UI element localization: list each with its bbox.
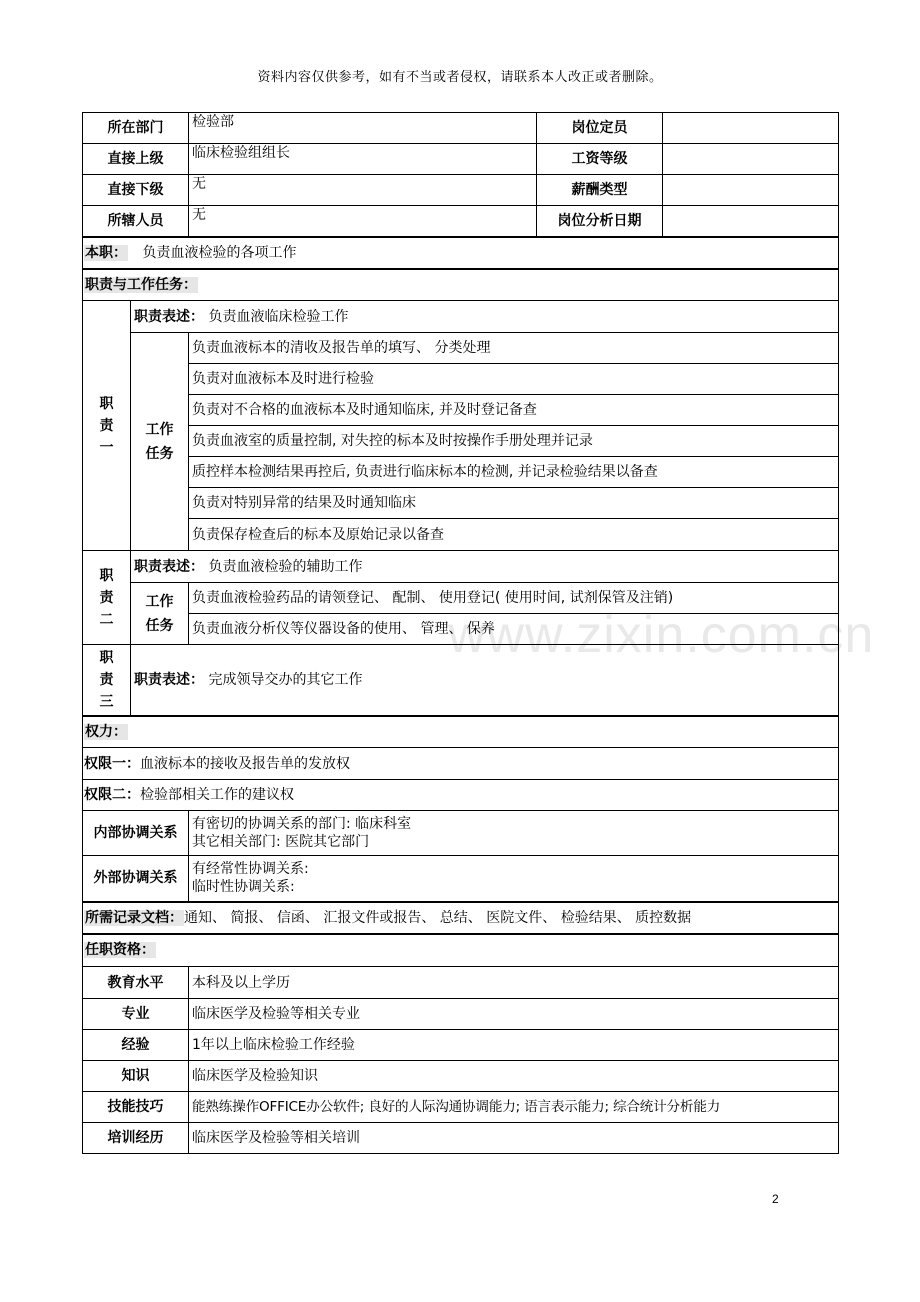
external-line-2: 临时性协调关系: [192,879,295,896]
duty3-desc-label: 职责表述： [134,671,204,688]
task-row [83,333,839,364]
basic-row-1 [83,113,839,144]
page-number: 2 [772,1192,779,1206]
authority-2-value: 检验部相关工作的建议权 [140,787,294,803]
authority-title: 权力： [85,723,127,740]
main-duty-row [83,237,839,269]
duty1-task-7: 负责保存检查后的标本及原始记录以备查 [189,519,839,551]
quota-value [663,113,839,144]
records-value: 通知、 简报、 信函、 汇报文件或报告、 总结、 医院文件、 检验结果、 质控数据 [184,909,692,926]
duty1-task-label: 工作 任务 [131,333,189,551]
basic-row-2 [83,144,839,175]
date-value [663,206,839,237]
watermark: www.zixin.com.cn [448,606,875,664]
qual-label: 技能技巧 [83,1092,189,1123]
duties-title: 职责与工作任务： [85,276,197,293]
main-duty-value: 负责血液检验的各项工作 [142,244,297,261]
duty2-desc-row [83,551,839,583]
subordinate-label: 直接下级 [83,175,189,206]
qual-title-cell [83,934,839,967]
authority-title-row [83,716,839,748]
dept-value: 检验部 [189,113,537,144]
duty2-label: 职 责 二 [83,551,131,645]
records-label: 所需记录文档： [85,909,183,926]
duty1-desc: 负责血液临床检验工作 [208,308,349,325]
duty1-task-5: 质控样本检测结果再控后, 负责进行临床标本的检测, 并记录检验结果以备查 [189,457,839,488]
duty1-task-1: 负责血液标本的清收及报告单的填写、 分类处理 [189,333,839,364]
staff-label: 所辖人员 [83,206,189,237]
duty1-label: 职 责 一 [83,301,131,551]
internal-line-1: 有密切的协调关系的部门: 临床科室 [192,816,412,832]
qual-label: 教育水平 [83,967,189,999]
pay-label: 薪酬类型 [537,175,663,206]
duty1-task-6: 负责对特别异常的结果及时通知临床 [189,488,839,519]
duty2-desc-label: 职责表述： [134,558,204,575]
qual-value: 临床医学及检验等相关培训 [189,1123,839,1154]
task-row [83,488,839,519]
external-label: 外部协调关系 [83,856,189,902]
qual-label: 知识 [83,1061,189,1092]
qual-value: 能熟练操作OFFICE办公软件; 良好的人际沟通协调能力; 语言表示能力; 综合统计分析能力 [189,1092,839,1123]
external-row [83,856,839,902]
superior-value: 临床检验组组长 [189,144,537,175]
records-cell [83,902,839,934]
qual-title: 任职资格： [85,942,155,959]
job-description-table [82,112,839,1154]
duty1-desc-label: 职责表述： [134,308,204,325]
pay-value [663,175,839,206]
dept-label: 所在部门 [83,113,189,144]
qual-value: 本科及以上学历 [189,967,839,999]
qual-row [83,999,839,1030]
staff-value: 无 [189,206,537,237]
duty2-desc: 负责血液检验的辅助工作 [208,558,363,575]
qual-row [83,1030,839,1061]
authority-1-label: 权限一： [84,755,140,772]
qual-label: 专业 [83,999,189,1030]
authority-row [83,748,839,780]
qual-row [83,1123,839,1154]
task-row [83,614,839,645]
duty3-row [83,645,839,716]
task-row [83,457,839,488]
subordinate-value: 无 [189,175,537,206]
task-row [83,395,839,426]
basic-row-3 [83,175,839,206]
duty1-task-2: 负责对血液标本及时进行检验 [189,364,839,395]
grade-value [663,144,839,175]
internal-label: 内部协调关系 [83,811,189,856]
task-row [83,364,839,395]
records-row [83,902,839,934]
qual-label: 经验 [83,1030,189,1061]
internal-line-2: 其它相关部门: 医院其它部门 [192,834,370,850]
qual-value: 临床医学及检验知识 [189,1061,839,1092]
authority-2-cell [83,780,839,811]
task-row [83,519,839,551]
duty3-label: 职 责 三 [83,645,131,716]
authority-row [83,780,839,811]
qual-row [83,967,839,999]
external-cell [189,856,839,902]
quota-label: 岗位定员 [537,113,663,144]
duty1-desc-cell [131,301,839,333]
duty1-task-4: 负责血液室的质量控制, 对失控的标本及时按操作手册处理并记录 [189,426,839,457]
qual-value: 1年以上临床检验工作经验 [189,1030,839,1061]
date-label: 岗位分析日期 [537,206,663,237]
authority-2-label: 权限二： [84,787,140,803]
duty2-task-label: 工作 任务 [131,583,189,645]
main-duty-cell [83,237,839,269]
external-line-1: 有经常性协调关系: [192,861,309,878]
duty3-desc: 完成领导交办的其它工作 [208,671,363,688]
qual-title-row [83,934,839,967]
qual-row [83,1061,839,1092]
internal-cell [189,811,839,856]
duty1-desc-row [83,301,839,333]
grade-label: 工资等级 [537,144,663,175]
task-row [83,426,839,457]
task-row [83,583,839,614]
duty2-desc-cell [131,551,839,583]
authority-1-cell [83,748,839,780]
basic-row-4 [83,206,839,237]
duties-title-row [83,269,839,301]
duty1-task-3: 负责对不合格的血液标本及时通知临床, 并及时登记备查 [189,395,839,426]
header-disclaimer: 资料内容仅供参考，如有不当或者侵权，请联系本人改正或者删除。 [257,70,663,85]
qual-value: 临床医学及检验等相关专业 [189,999,839,1030]
duty2-task-1: 负责血液检验药品的请领登记、 配制、 使用登记( 使用时间, 试剂保管及注销) [189,583,839,614]
duty2-task-2: 负责血液分析仪等仪器设备的使用、 管理、 保养 [189,614,839,645]
qual-label: 培训经历 [83,1123,189,1154]
duty3-desc-cell [131,645,839,716]
authority-1-value: 血液标本的接收及报告单的发放权 [140,755,350,772]
internal-row [83,811,839,856]
main-duty-label: 本职： [85,244,127,261]
authority-title-cell [83,716,839,748]
job-description-document [82,112,838,1154]
duties-title-cell [83,269,839,301]
superior-label: 直接上级 [83,144,189,175]
qual-row [83,1092,839,1123]
